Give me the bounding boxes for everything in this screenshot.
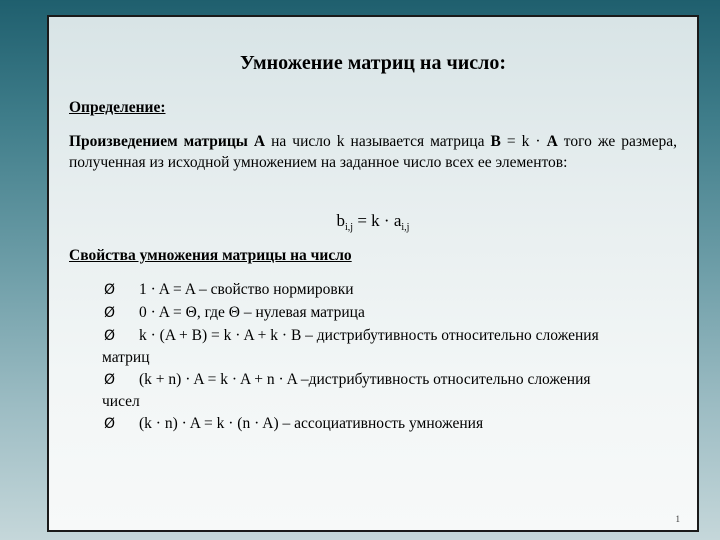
formula-lhs: b [336, 211, 346, 230]
formula [49, 211, 697, 233]
definition-part-1: на число k называется матрица [265, 133, 491, 150]
page-number: 1 [675, 514, 680, 524]
matrix-a-symbol: А [546, 133, 558, 150]
definition-part-2: = k · [500, 133, 547, 150]
slide-title: Умножение матриц на число: [239, 52, 506, 74]
definition-text [69, 131, 677, 173]
definition-part-3: того же размера, полученная из исходной умножением на заданное число всех ее элементов: [69, 133, 677, 171]
formula-mid: = k · a [353, 211, 402, 230]
properties-heading: Свойства умножения матрицы на число [69, 247, 352, 264]
property-text: k · (A + B) = k · A + k · B – дистрибутивность относительно сложения [139, 327, 599, 344]
arrow-bullet-icon: Ø [104, 372, 116, 388]
property-item [104, 325, 682, 368]
property-item [104, 369, 682, 412]
arrow-bullet-icon: Ø [104, 305, 116, 321]
property-text: 1 · A = A – свойство нормировки [139, 281, 354, 298]
property-continuation: матриц [102, 349, 150, 366]
property-item [104, 279, 682, 301]
property-text: (k · n) · A = k · (n · A) – ассоциативность умножения [139, 415, 484, 432]
property-item [104, 302, 682, 324]
properties-list [104, 279, 682, 436]
formula-rhs-index: i,j [401, 222, 410, 233]
property-text: 0 · A = Θ, где Θ – нулевая матрица [139, 304, 365, 321]
definition-heading: Определение: [69, 99, 166, 116]
matrix-b-symbol: В [490, 133, 501, 150]
definition-lead: Произведением матрицы А [69, 133, 266, 150]
arrow-bullet-icon: Ø [104, 416, 116, 432]
property-text: (k + n) · A = k · A + n · A –дистрибутивность относительно сложения [139, 371, 591, 388]
arrow-bullet-icon: Ø [104, 282, 116, 298]
formula-lhs-index: i,j [345, 222, 354, 233]
property-item [104, 413, 682, 435]
property-continuation: чисел [102, 393, 140, 410]
slide-panel [47, 15, 699, 532]
arrow-bullet-icon: Ø [104, 328, 116, 344]
